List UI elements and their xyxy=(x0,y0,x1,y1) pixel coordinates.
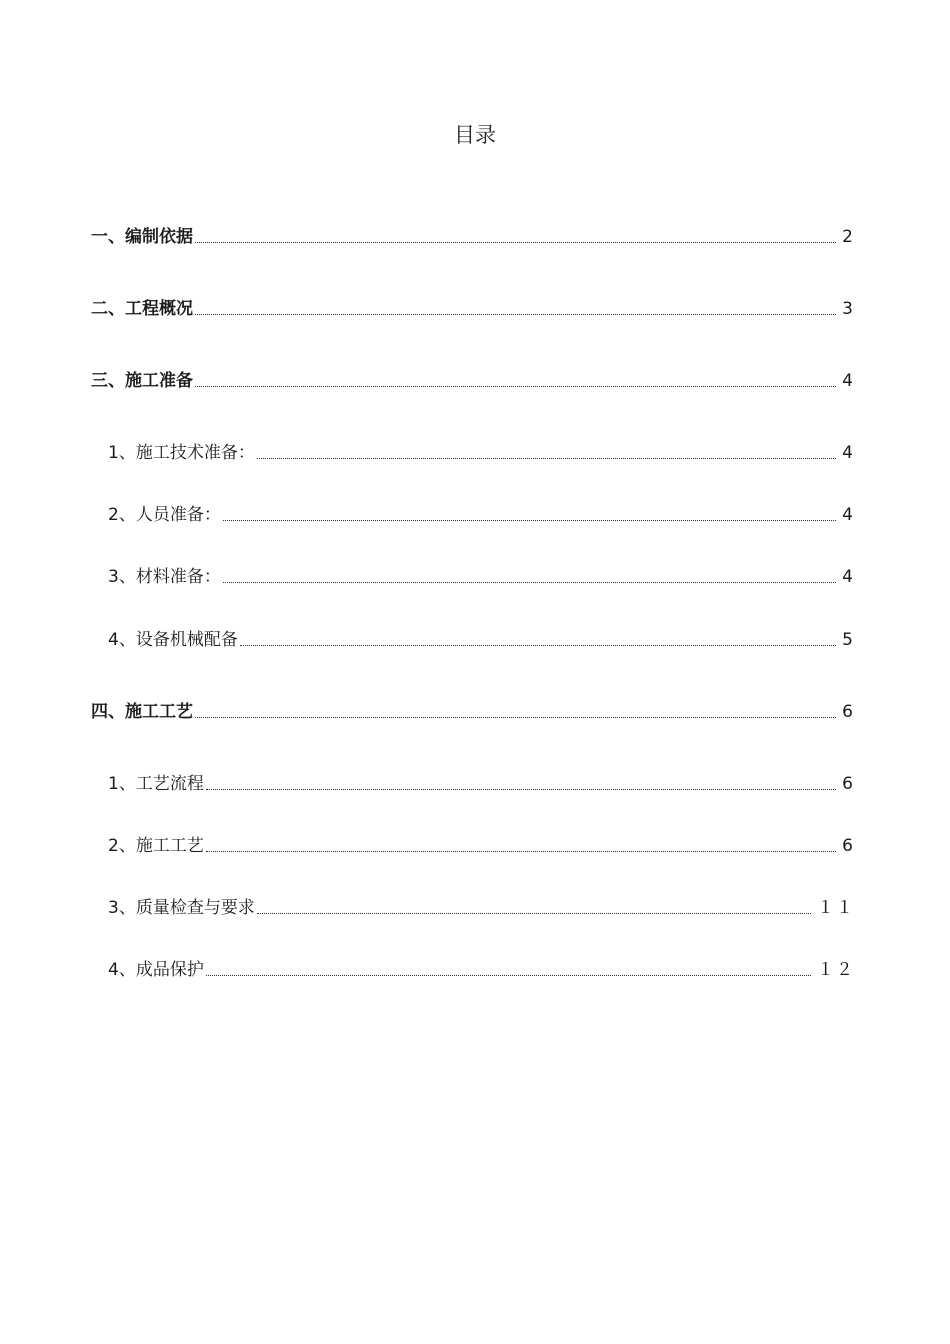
toc-dot-leader xyxy=(223,520,836,521)
toc-entry-section-3[interactable] xyxy=(0,366,950,392)
toc-dot-leader xyxy=(257,458,836,459)
toc-entry-label: 1、工艺流程 xyxy=(108,774,204,794)
toc-page-number: 4 xyxy=(842,567,855,587)
toc-entry-subsection-3-1[interactable] xyxy=(0,438,950,464)
page-title: 目录 xyxy=(454,123,496,147)
toc-entry-subsection-3-4[interactable] xyxy=(0,625,950,651)
toc-page-number: 4 xyxy=(842,371,855,391)
toc-entry-label: 四、施工工艺 xyxy=(91,702,193,722)
toc-dot-leader xyxy=(206,789,836,790)
toc-page-number: 5 xyxy=(842,630,855,650)
toc-entry-label: 1、施工技术准备： xyxy=(108,443,255,463)
toc-page-number: １２ xyxy=(817,960,855,980)
toc-dot-leader xyxy=(195,386,836,387)
toc-entry-label: 4、成品保护 xyxy=(108,960,204,980)
toc-dot-leader xyxy=(240,645,836,646)
toc-page-number: 2 xyxy=(842,227,855,247)
toc-dot-leader xyxy=(223,582,836,583)
toc-entry-section-4[interactable] xyxy=(0,697,950,723)
toc-dot-leader xyxy=(195,717,836,718)
toc-entry-label: 三、施工准备 xyxy=(91,371,193,391)
toc-entry-label: 4、设备机械配备 xyxy=(108,630,238,650)
toc-entry-section-2[interactable] xyxy=(0,294,950,320)
toc-dot-leader xyxy=(206,851,836,852)
toc-dot-leader xyxy=(195,242,836,243)
toc-entry-subsection-4-4[interactable] xyxy=(0,955,950,981)
toc-entry-label: 二、工程概况 xyxy=(91,299,193,319)
toc-page-number: 6 xyxy=(842,836,855,856)
toc-page-number: 4 xyxy=(842,443,855,463)
toc-entry-subsection-3-3[interactable] xyxy=(0,562,950,588)
toc-dot-leader xyxy=(195,314,836,315)
toc-page-number: 4 xyxy=(842,505,855,525)
toc-page-number: １１ xyxy=(817,898,855,918)
toc-entry-label: 一、编制依据 xyxy=(91,227,193,247)
toc-entry-section-1[interactable] xyxy=(0,222,950,248)
toc-entry-label: 3、材料准备： xyxy=(108,567,221,587)
toc-entry-label: 3、质量检查与要求 xyxy=(108,898,255,918)
toc-dot-leader xyxy=(257,913,811,914)
toc-entry-subsection-4-2[interactable] xyxy=(0,831,950,857)
toc-entry-label: 2、施工工艺 xyxy=(108,836,204,856)
toc-entry-label: 2、人员准备： xyxy=(108,505,221,525)
toc-page-number: 6 xyxy=(842,702,855,722)
toc-page-number: 6 xyxy=(842,774,855,794)
toc-page-number: 3 xyxy=(842,299,855,319)
toc-entry-subsection-3-2[interactable] xyxy=(0,500,950,526)
toc-dot-leader xyxy=(206,975,811,976)
toc-entry-subsection-4-1[interactable] xyxy=(0,769,950,795)
toc-entry-subsection-4-3[interactable] xyxy=(0,893,950,919)
